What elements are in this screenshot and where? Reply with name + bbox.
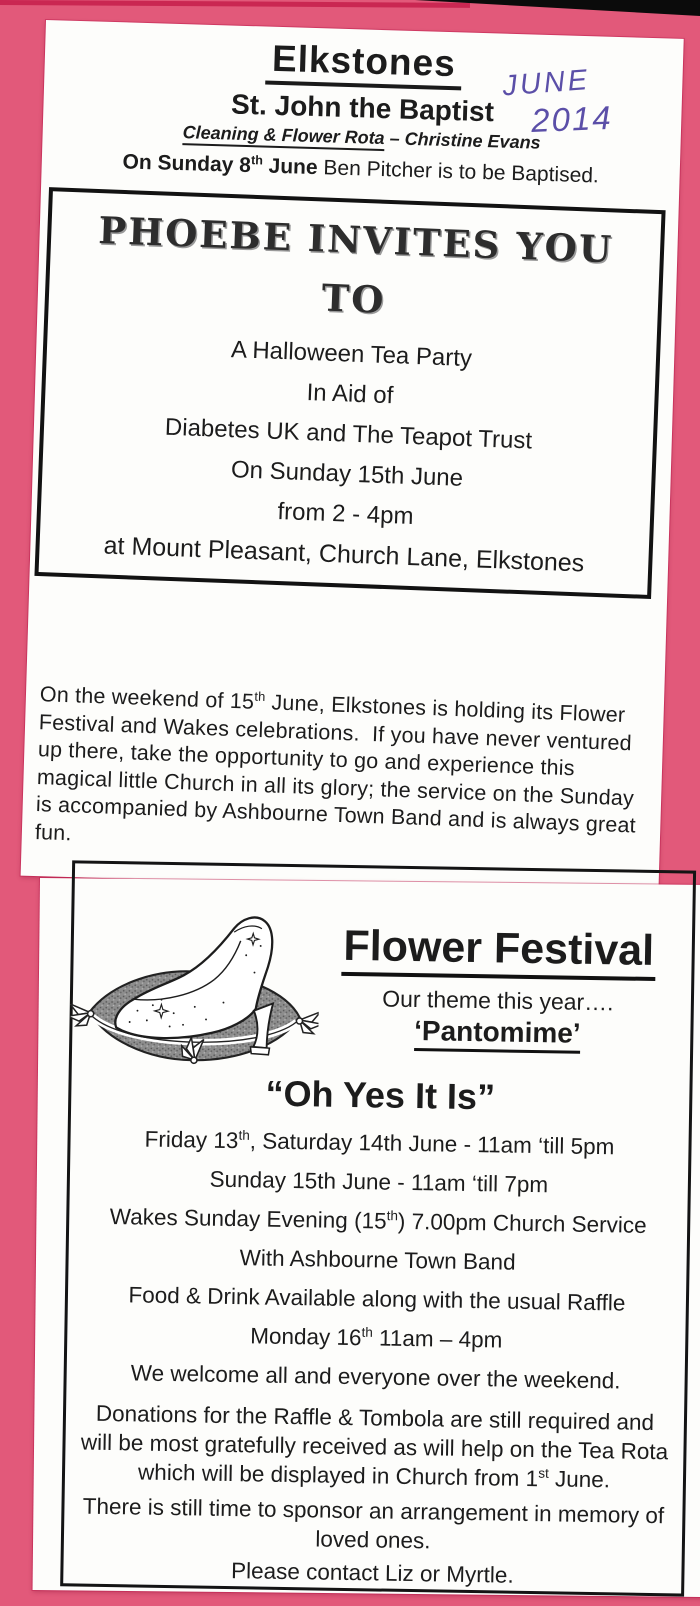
- schedule-line: [69, 1203, 687, 1239]
- schedule-ordinal: th: [386, 1208, 399, 1224]
- glass-slipper-cushion-illustration: [69, 885, 320, 1090]
- invitation-line: On Sunday 15th June: [230, 455, 464, 492]
- baptism-detail: Ben Pitcher is to be Baptised.: [317, 155, 600, 188]
- festival-heading-column: [308, 923, 688, 1055]
- baptism-bold-text: On Sunday 8: [122, 150, 252, 177]
- donations-paragraph: [77, 1399, 672, 1496]
- sponsor-note: There is still time to sponsor an arrangement in memory of loved ones.: [82, 1493, 665, 1554]
- slipper-illustration-svg: [70, 885, 321, 1085]
- invitation-line: Diabetes UK and The Teapot Trust: [164, 413, 533, 454]
- rota-label: Cleaning & Flower Rota: [182, 122, 385, 151]
- schedule-text: Sunday 15th June - 11am ‘till 7pm: [209, 1166, 549, 1198]
- invitation-line: A Halloween Tea Party: [230, 335, 473, 372]
- schedule-text: Food & Drink Available along with the usual Raffle: [128, 1282, 626, 1316]
- festival-tagline: “Oh Yes It Is”: [265, 1072, 496, 1118]
- newsletter-top-sheet: [21, 20, 684, 895]
- handwritten-date: [501, 58, 656, 143]
- tea-party-invitation-box: [34, 187, 665, 599]
- festival-title: Flower Festival: [341, 924, 656, 981]
- schedule-ordinal: th: [361, 1324, 373, 1340]
- schedule-text: We welcome all and everyone over the weekend.: [130, 1360, 621, 1394]
- rota-person: – Christine Evans: [384, 127, 541, 153]
- donations-text-rest: June.: [548, 1466, 611, 1493]
- schedule-text: With Ashbourne Town Band: [239, 1245, 516, 1275]
- invitation-line: from 2 - 4pm: [277, 497, 414, 530]
- handwritten-year: 2014: [530, 98, 614, 139]
- flower-festival-box: [60, 860, 696, 1596]
- top-edge-shadow: [0, 0, 470, 8]
- schedule-text: ) 7.00pm Church Service: [397, 1208, 647, 1238]
- invitation-line: at Mount Pleasant, Church Lane, Elkstones: [103, 530, 585, 577]
- donations-text: Donations for the Raffle & Tombola are still required and will be most gratefully received as will help on the Tea Rota which will be displayed in Church from 1: [80, 1400, 669, 1492]
- page-title: Elkstones: [265, 39, 462, 90]
- schedule-line: [66, 1359, 684, 1395]
- handwritten-month: JUNE: [501, 63, 592, 103]
- contact-line: Please contact Liz or Myrtle.: [230, 1558, 514, 1588]
- invitation-title-line2: TO: [320, 275, 387, 322]
- schedule-text: 11am – 4pm: [372, 1325, 503, 1353]
- scanner-background-wedge: [415, 0, 700, 16]
- baptism-ordinal: th: [250, 152, 264, 168]
- schedule-line: [67, 1320, 685, 1356]
- invitation-line: In Aid of: [306, 378, 394, 409]
- invitation-title-line1: PHOEBE INVITES YOU: [97, 207, 614, 272]
- donations-ordinal: st: [538, 1465, 549, 1481]
- schedule-line: [70, 1125, 688, 1161]
- weekend-paragraph: [34, 681, 644, 868]
- baptism-bold-month: June: [262, 154, 318, 179]
- church-name: St. John the Baptist: [230, 88, 495, 128]
- schedule-line: [68, 1281, 686, 1317]
- schedule-text: Wakes Sunday Evening (15: [109, 1204, 387, 1234]
- schedule-line: [70, 1164, 688, 1200]
- schedule-text: Friday 13: [144, 1126, 239, 1154]
- flower-festival-flyer-sheet: [33, 878, 700, 1597]
- weekend-text: On the weekend of 15: [39, 682, 255, 715]
- schedule-text: , Saturday 14th June - 11am ‘till 5pm: [249, 1128, 615, 1160]
- schedule-line: [68, 1242, 686, 1278]
- schedule-text: Monday 16: [249, 1323, 362, 1351]
- weekend-ordinal: th: [254, 689, 266, 705]
- schedule-ordinal: th: [238, 1127, 250, 1143]
- weekend-text-rest: June, Elkstones is holding its Flower Festival and Wakes celebrations. If you have never ventured up there, take the opportunity to go and experience this magical little Church in all its glory; the service on the Sunday is accompanied by Ashbourne Town Band and is always great fun.: [34, 690, 637, 846]
- festival-theme-name: ‘Pantomime’: [414, 1015, 581, 1054]
- flyer-header: [72, 875, 693, 1077]
- festival-theme-intro: Our theme this year….: [382, 985, 614, 1016]
